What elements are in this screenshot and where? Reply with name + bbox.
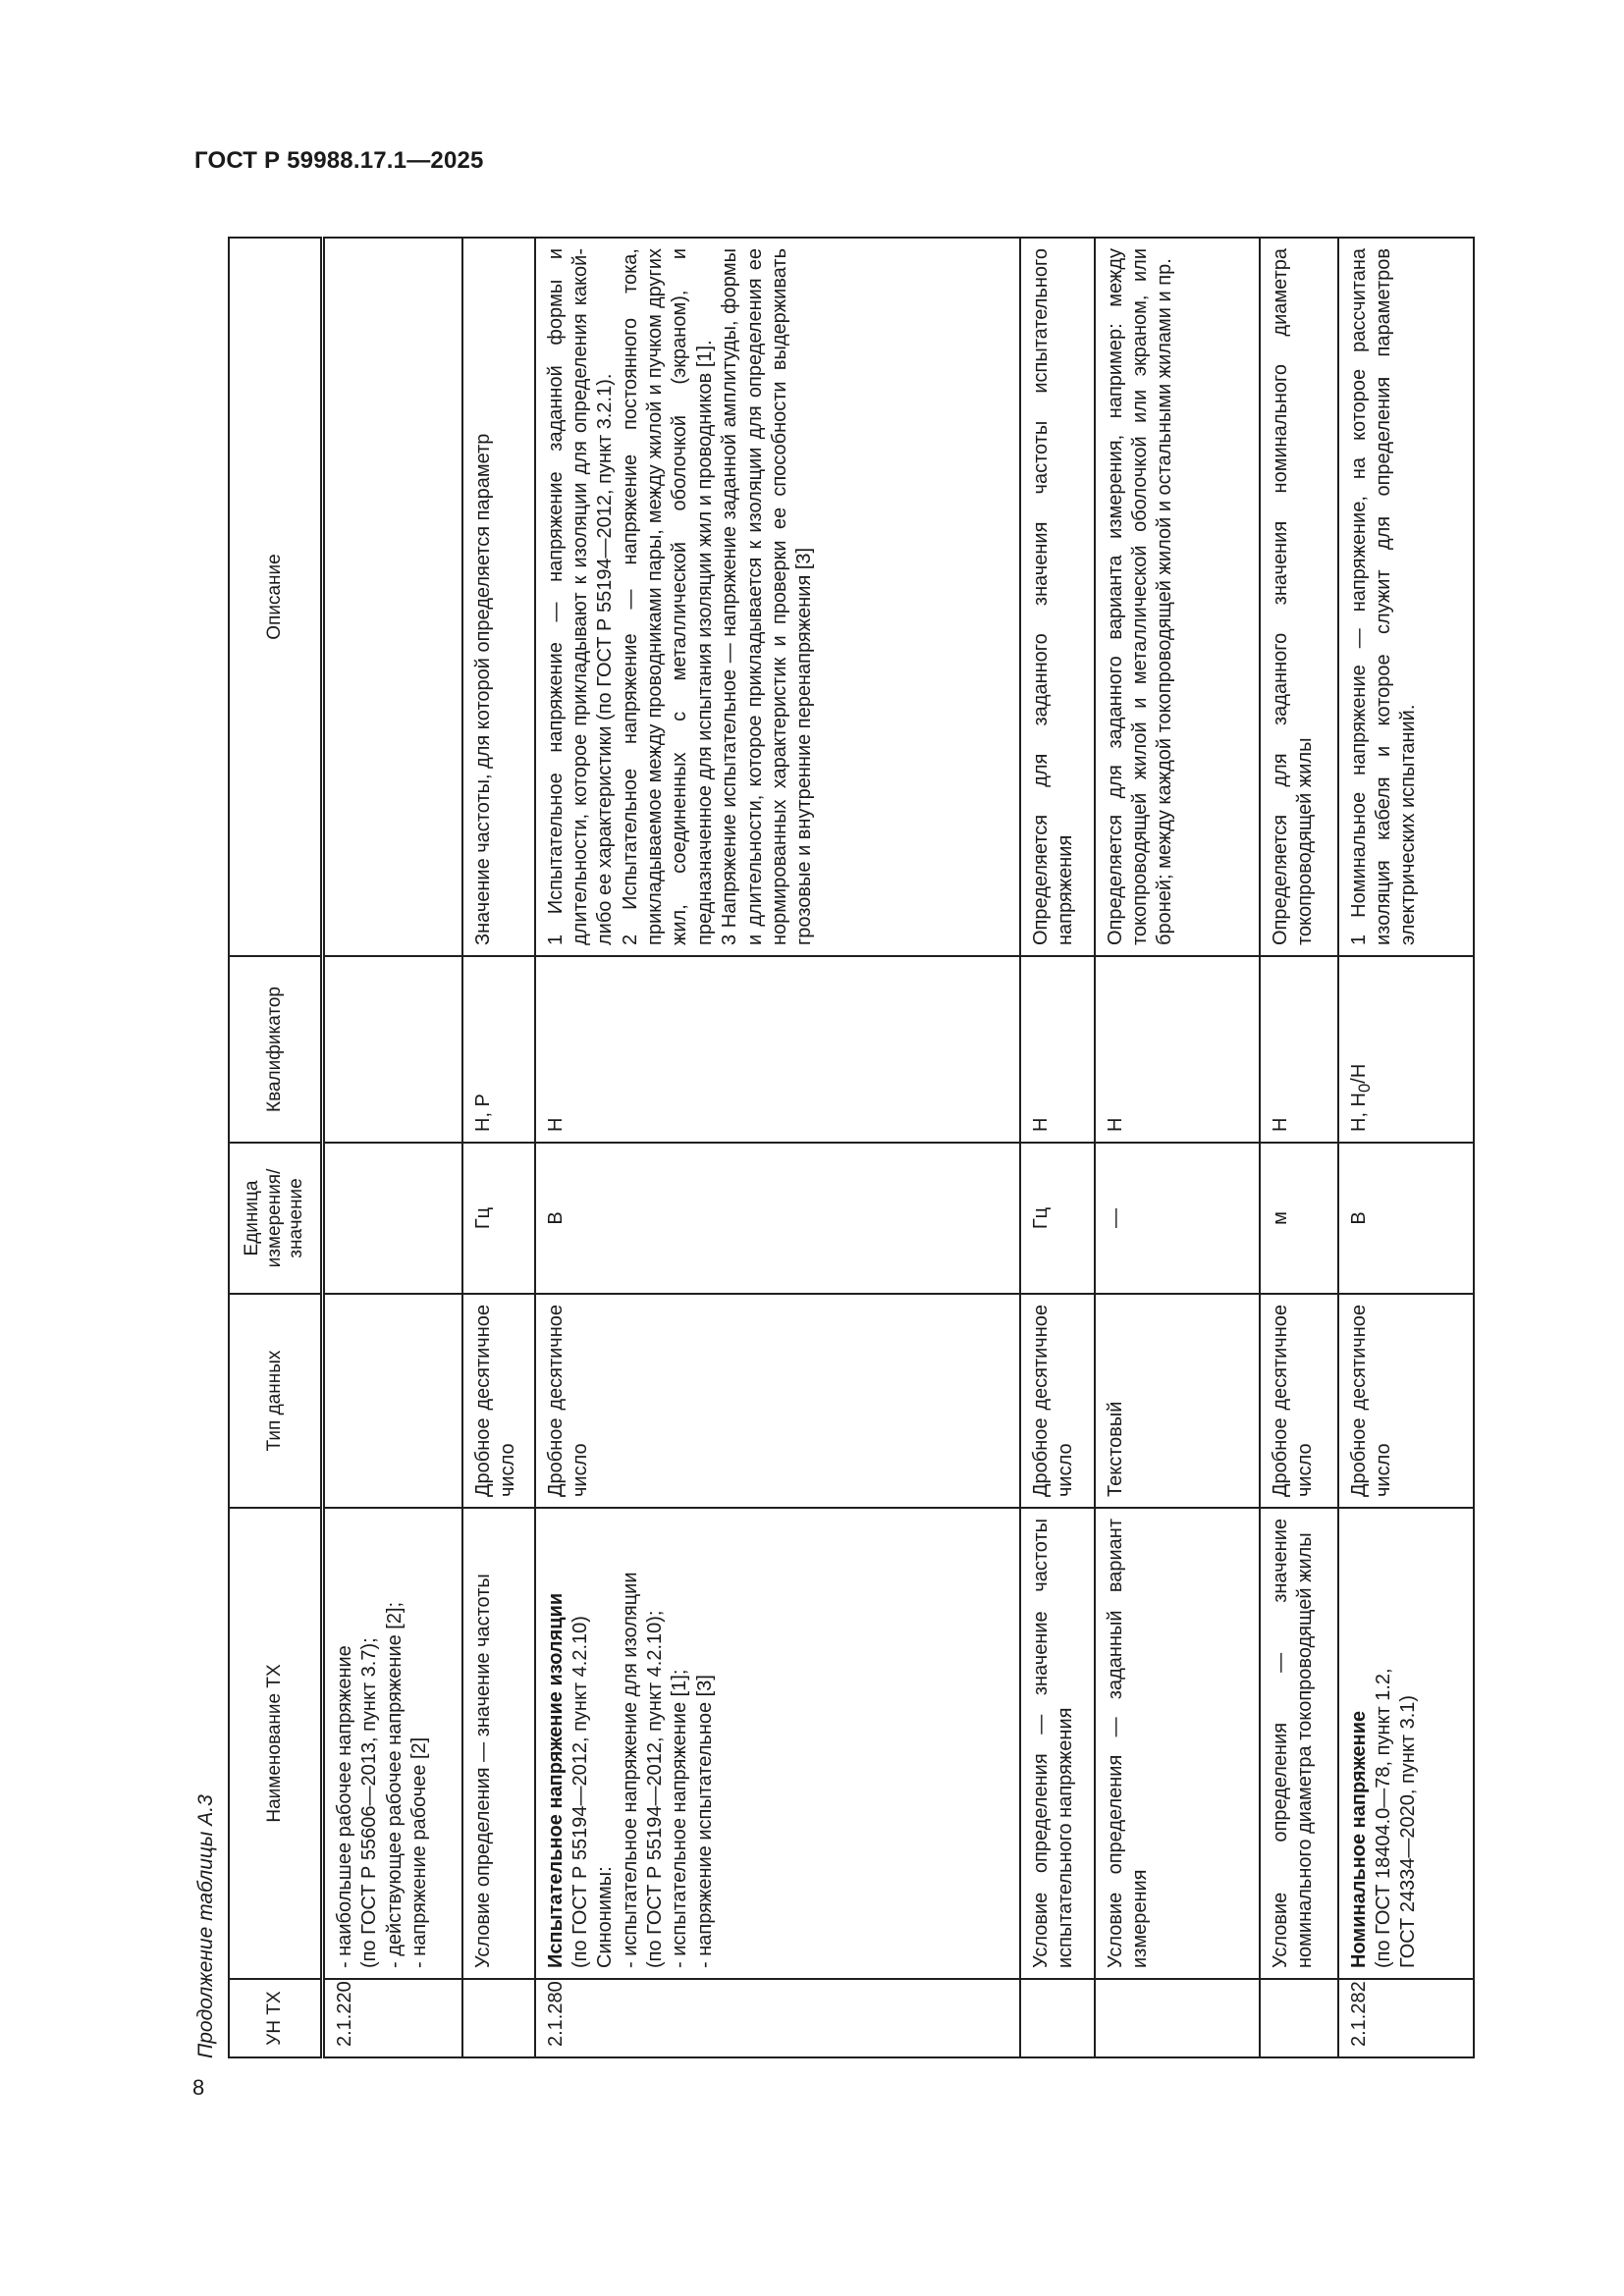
row-description-cell: 1 Номинальное напряжение — напряжение, на которое рассчитана изоляция кабеля и которое служит для определения параметров электрических испытаний. [1338, 238, 1474, 956]
description-paragraph: 3 Напряжение испытательное — напряжение заданной амплитуды, формы и длительности, которое прикладывается к изоляции для определения ее нормированных характеристик и проверки ее способности выдерживать грозовые и внутренние перенапряжения [3] [719, 248, 816, 945]
row-type-cell: Дробное десятичное число [462, 1294, 535, 1508]
name-title: Номинальное напряжение [1347, 1710, 1370, 1968]
name-line: (по ГОСТ Р 55194—2012, пункт 4.2.10); [644, 1610, 667, 1968]
rotated-table-block [187, 193, 1502, 2058]
row-name-cell [323, 1508, 462, 1979]
characteristics-table [228, 237, 1475, 2058]
column-header: Единица измерения/ значение [229, 1143, 323, 1294]
qualifier-subscript: 0 [1354, 1083, 1374, 1093]
table-caption: Продолжение таблицы А.3 [194, 1794, 217, 2058]
row-type-cell: Дробное десятичное число [1338, 1294, 1474, 1508]
name-line: - наибольшее рабочее напряжение [334, 1645, 355, 1968]
table-row [1338, 238, 1474, 2057]
table-header-row [229, 238, 323, 2057]
name-line: (по ГОСТ Р 55606—2013, пункт 3.7); [358, 1637, 381, 1968]
description-paragraph: 1 Испытательное напряжение — напряжение заданной формы и длительности, которое прикладывают к изоляции для определения какой-либо ее характеристики (по ГОСТ Р 55194—2012, пункт 3.2.1). [544, 248, 617, 945]
row-qualifier-cell [1338, 956, 1474, 1143]
qualifier-text: Н, Н [1347, 1093, 1370, 1132]
column-header: Наименование ТХ [229, 1508, 323, 1979]
page-number: 8 [192, 2075, 205, 2100]
row-unit-cell: В [535, 1143, 1020, 1294]
row-name-cell: Условие определения — значение номинального диаметра токопроводящей жилы [1260, 1508, 1338, 1979]
row-id-cell [1260, 1979, 1338, 2057]
row-name-cell [1338, 1508, 1474, 1979]
row-qualifier-cell: Н [1260, 956, 1338, 1143]
qualifier-text: /Н [1347, 1063, 1370, 1084]
column-header: Описание [229, 238, 323, 956]
row-id-cell [1020, 1979, 1095, 2057]
row-unit-cell: — [1095, 1143, 1260, 1294]
row-id-cell [462, 1979, 535, 2057]
row-name-cell: Условие определения — заданный вариант измерения [1095, 1508, 1260, 1979]
row-type-cell: Текстовый [1095, 1294, 1260, 1508]
name-line: - напряжение испытательное [3] [693, 1675, 716, 1968]
row-qualifier-cell: Н, Р [462, 956, 535, 1143]
column-header: Квалификатор [229, 956, 323, 1143]
name-line: - испытательное напряжение для изоляции [619, 1572, 641, 1968]
row-qualifier-cell: Н [1095, 956, 1260, 1143]
row-type-cell: Дробное десятичное число [1020, 1294, 1095, 1508]
row-unit-cell: В [1338, 1143, 1474, 1294]
name-line: - напряжение рабочее [2] [408, 1736, 431, 1968]
name-title: Испытательное напряжение изоляции [544, 1592, 567, 1968]
row-qualifier-cell: Н [535, 956, 1020, 1143]
table-row [1095, 238, 1260, 2057]
row-description-cell: Определяется для заданного варианта измерения, например: между токопроводящей жилой и металлической оболочкой или экраном, или броней; между каждой токопроводящей жилой и остальными жилами и пр. [1095, 238, 1260, 956]
row-unit-cell [323, 1143, 462, 1294]
row-id-cell [1095, 1979, 1260, 2057]
table-row [1020, 238, 1095, 2057]
doc-header: ГОСТ Р 59988.17.1—2025 [194, 147, 484, 174]
row-name-cell: Условие определения — значение частоты [462, 1508, 535, 1979]
row-qualifier-cell [323, 956, 462, 1143]
row-name-cell: Условие определения — значение частоты испытательного напряжения [1020, 1508, 1095, 1979]
row-id-cell: 2.1.220 [323, 1979, 462, 2057]
description-paragraph: 2 Испытательное напряжение — напряжение постоянного тока, прикладываемое между проводниками пары, между жилой и пучком других жил, соединенных с металлической оболочкой (экраном), и предназначенное для испытания изоляции жил и проводников [1]. [619, 248, 716, 945]
row-description-cell [535, 238, 1020, 956]
row-description-cell: Определяется для заданного значения частоты испытательного напряжения [1020, 238, 1095, 956]
row-unit-cell: Гц [1020, 1143, 1095, 1294]
row-description-cell: Значение частоты, для которой определяется параметр [462, 238, 535, 956]
row-type-cell: Дробное десятичное число [535, 1294, 1020, 1508]
row-description-cell: Определяется для заданного значения номинального диаметра токопроводящей жилы [1260, 238, 1338, 956]
row-id-cell: 2.1.280 [535, 1979, 1020, 2057]
row-type-cell [323, 1294, 462, 1508]
table-row [535, 238, 1020, 2057]
name-line: (по ГОСТ 18404.0—78, пункт 1.2, [1372, 1668, 1394, 1968]
row-unit-cell: Гц [462, 1143, 535, 1294]
row-description-cell [323, 238, 462, 956]
column-header: УН ТХ [229, 1979, 323, 2057]
name-line: - действующее рабочее напряжение [2]; [383, 1601, 406, 1968]
table-row [323, 238, 462, 2057]
name-line: (по ГОСТ Р 55194—2012, пункт 4.2.10) [568, 1616, 591, 1968]
row-unit-cell: м [1260, 1143, 1338, 1294]
name-line: Синонимы: [594, 1866, 617, 1968]
row-name-cell [535, 1508, 1020, 1979]
row-id-cell: 2.1.282 [1338, 1979, 1474, 2057]
name-line: ГОСТ 24334—2020, пункт 3.1) [1397, 1694, 1420, 1968]
table-row [1260, 238, 1338, 2057]
name-line: - испытательное напряжение [1]; [669, 1669, 691, 1968]
row-qualifier-cell: Н [1020, 956, 1095, 1143]
row-type-cell: Дробное десятичное число [1260, 1294, 1338, 1508]
table-row [462, 238, 535, 2057]
column-header: Тип данных [229, 1294, 323, 1508]
